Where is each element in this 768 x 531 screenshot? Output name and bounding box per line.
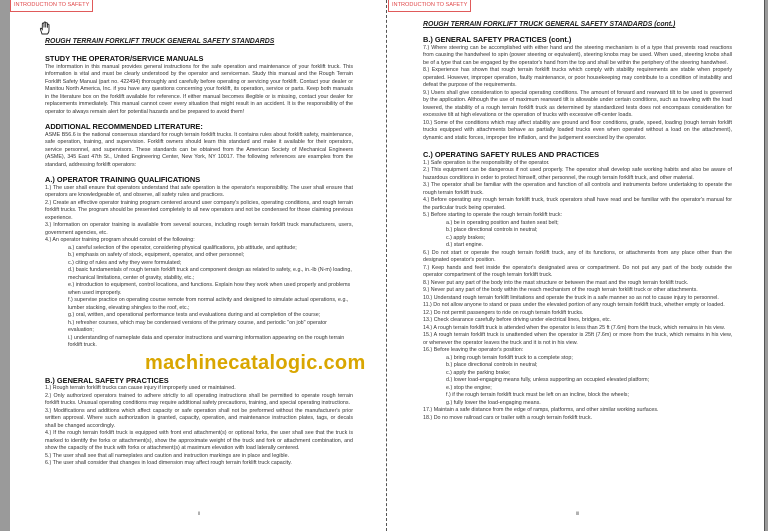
list-item: 13.) Check clearance carefully before driving under electrical lines, bridges, etc.: [423, 317, 612, 323]
list-item: 3.) Modifications and additions which affect capacity or safe operation shall not be preformed without the manufacturer's prior written approval. Where such authorization is granted, capacity, operation, and maintenance instruction plates, tags, or decals shall be changed accordingly.: [45, 407, 353, 429]
list-item: 5.) Before starting to operate the rough terrain forklift truck:: [423, 212, 563, 218]
sub-list-item: a.) careful selection of the operator, considering physical qualifications, job attitude, and aptitude;: [68, 244, 297, 251]
sub-list-item: d.) start engine.: [446, 242, 484, 248]
sub-list-item: c.) apply the parking brake;: [446, 369, 511, 376]
list-item: 1.) Rough terrain forklift trucks can cause injury if improperly used or maintained.: [45, 385, 236, 391]
operator-training-list: [45, 185, 353, 350]
list-item: 7.) Where steering can be accomplished with either hand and the steering mechanism is of a type that prevents road reactions from causing the handwheel to spin (power steering or equivalent), steering knobs may be used. When used, steering knobs shall be of a type that can be engaged by the operator's hand from the top and shall be within the periphery of the steering handwheel.: [423, 44, 732, 66]
right-page: [423, 0, 732, 531]
watermark: machinecatalogic.com: [145, 351, 366, 374]
page-number-left: ii: [197, 511, 201, 517]
list-item: 2.) Create an effective operator training program centered around user company's policies, operating conditions, and rough terrain forklift trucks. The program should be presented completely to all new operators and not be condensed for those claiming previous experience.: [45, 199, 353, 221]
sub-list-item: b.) place directional controls in neutral;: [446, 362, 538, 368]
sub-list-item: c.) citing of rules and why they were formulated;: [68, 259, 182, 266]
list-item: 5.) The user shall see that all nameplates and caution and instruction markings are in place and legible.: [45, 452, 290, 459]
page-title-left: ROUGH TERRAIN FORKLIFT TRUCK GENERAL SAFETY STANDARDS: [45, 38, 275, 45]
heading-general-safety-cont: B.) GENERAL SAFETY PRACTICES (cont.): [423, 35, 572, 44]
section-tag-left[interactable]: INTRODUCTION TO SAFETY: [10, 0, 93, 12]
sub-list-item: b.) place directional controls in neutral;: [446, 227, 538, 233]
list-item: 16.) Before leaving the operator's position:: [423, 347, 524, 353]
heading-operating-rules: C.) OPERATING SAFETY RULES AND PRACTICES: [423, 150, 600, 159]
general-safety-cont-list: [423, 45, 732, 143]
sub-list-item: i.) understanding of nameplate data and operator instructions and warning information appearing on the rough terrain forklift truck.: [68, 334, 345, 348]
list-item: 3.) Information on operator training is available from several sources, including rough terrain forklift truck manufacturers, users, government agencies, etc.: [45, 222, 353, 236]
sub-list-item: a.) be in operating position and fasten seat belt;: [446, 219, 559, 226]
list-item: 11.) Do not allow anyone to stand or pass under the elevated portion of any rough terrain forklift truck, whether empty or loaded.: [423, 302, 725, 308]
list-item: 7.) Keep hands and feet inside the operator's designated area or compartment. Do not put any part of the body outside the operator compartment of the rough terrain forklift truck.: [423, 264, 732, 278]
sub-list-item: c.) apply brakes;: [446, 234, 486, 241]
heading-operator-training: A.) OPERATOR TRAINING QUALIFICATIONS: [45, 175, 201, 184]
left-page: [45, 0, 366, 531]
list-item: 15.) A rough terrain forklift truck is unattended when the operator is 25ft (7.6m) or more from the truck, which remains in his view, or whenever the operator leaves the truck and it is not in his view.: [423, 332, 732, 346]
sub-list-item: h.) refresher courses, which may be condensed versions of the primary course, and periodic "on job" operator evaluation;: [68, 319, 327, 333]
heading-study-manuals: STUDY THE OPERATOR/SERVICE MANUALS: [45, 54, 204, 63]
list-item: 2.) This equipment can be dangerous if not used properly. The operator shall develop safe working habits and also be aware of hazardous conditions in order to protect himself, other personnel, the rough terrain forklift truck, and other material.: [423, 167, 732, 181]
sub-list-item: a.) bring rough terrain forklift truck to a complete stop;: [446, 354, 573, 361]
sub-list-item: d.) lower load-engaging means fully, unless supporting an occupied elevated platform;: [446, 377, 650, 383]
list-item: 18.) Do no move railroad cars or trailer with a rough terrain forklift truck.: [423, 414, 592, 421]
heading-general-safety: B.) GENERAL SAFETY PRACTICES: [45, 375, 169, 385]
list-item: 3.) The operator shall be familiar with the operation and function of all controls and instruments before undertaking to operate the rough terrain forklift truck.: [423, 182, 732, 196]
list-item: 10.) Some of the conditions which may affect stability are ground and floor conditions, grade, speed, loading (rough terrain forklift trucks equipped with attachments behave as partially loaded trucks even when operated without a load on the attachment), dynamic and static forces, improper tire inflation, and the judgement exercised by the operator.: [423, 119, 732, 141]
page-number-right: iii: [575, 511, 580, 517]
list-item: 4.) An operator training program should consist of the following:: [45, 237, 195, 243]
list-item: ASME B56.6 is the national consensus standard for rough terrain forklift trucks. It contains rules about forklift safety, maintenance, safe operation, training, and supervision. Forklift owners should learn this standard and make it available for their operators, service personnel, and supervisors. These standards can be obtained from the American Society of Mechanical Engineers (ASME), 345 East 47th St., United Engineering Center, New York, NY 10017. The following references are examples from the standard, addressing forklift operators:: [45, 131, 353, 168]
sub-list-item: e.) stop the engine;: [446, 384, 492, 391]
list-item: 12.) Do not permit passengers to ride on rough terrain forklift trucks.: [423, 309, 584, 316]
list-item: 8.) Never put any part of the body into the mast structure or between the mast and the rough terrain forklift truck.: [423, 279, 689, 286]
list-item: 9.) Never put any part of the body within the reach mechanism of the rough terrain forklift truck or other attachments.: [423, 287, 698, 293]
sub-list-item: g.) oral, written, and operational performance tests and evaluations during and at completion of the course;: [68, 312, 321, 318]
list-item: 1.) Safe operation is the responsibility of the operator.: [423, 159, 550, 166]
study-manuals-text: [45, 64, 353, 117]
sub-list-item: f.) supervise practice on operating course remote from normal activity and designed to simulate actual operations, e.g., lumber stacking, elevating shingles to the roof, etc.;: [68, 297, 349, 311]
list-item: 1.) The user shall ensure that operators understand that safe operation is the operator's responsibility. The user shall ensure that operators are knowledgeable of, and observe, all safety rules and practices.: [45, 184, 353, 198]
sub-list-item: d.) basic fundamentals of rough terrain forklift truck and component design as related to safety, e.g., in.-lb (N-m) loading, mechanical limitations, center of gravity, stability, etc.;: [68, 267, 352, 281]
page-title-right: ROUGH TERRAIN FORKLIFT TRUCK GENERAL SAFETY STANDARDS (cont.): [423, 21, 676, 28]
viewer-left-gutter: [0, 0, 10, 531]
section-tag-right[interactable]: INTRODUCTION TO SAFETY: [388, 0, 471, 12]
operating-rules-list: [423, 160, 732, 423]
sub-list-item: b.) emphasis on safety of stock, equipment, operator, and other personnel;: [68, 252, 245, 258]
list-item: 9.) Users shall give consideration to special operating conditions. The amount of forward and rearward tilt to be used is governed by the application. Although the use of maximum rearward tilt is allowable under certain conditions, such as traveling with the load lowered, the stability of a rough terrain forklift truck as determined by standardized tests does not encompass consideration for excessive tilt at high elevations or the operation of trucks with excessive off-center loads.: [423, 89, 732, 118]
heading-additional-literature: ADDITIONAL RECOMMENDED LITERATURE:: [45, 122, 203, 131]
literature-text: [45, 132, 353, 170]
list-item: 14.) A rough terrain forklift truck is attended when the operator is less than 25 ft (7.6m) from the truck, which remains in his view.: [423, 324, 726, 331]
list-item: 2.) Only authorized operators trained to adhere strictly to all operating instructions shall be permitted to operate rough terrain forklift trucks. Unusual operating conditions may require additional safety precautions, training, and special operating instructions.: [45, 392, 353, 406]
sub-list-item: e.) introduction to equipment, control locations, and functions. Explain how they work when used properly and problems when used improperly.: [68, 282, 351, 296]
sub-list-item: g.) fully lower the load-engaging means.: [446, 399, 541, 406]
list-item: 10.) Understand rough terrain forklift limitations and operate the truck in a safe manner so as not to cause injury to personnel.: [423, 294, 719, 301]
list-item: 6.) The user shall consider that changes in load dimension may affect rough terrain forklift truck capacity.: [45, 460, 292, 466]
list-item: 8.) Experience has shown that rough terrain forklift trucks which comply with stability requirements are stable when properly operated. However, improper operation, faulty maintenance, or poor housekeeping may contribute to a condition of instability and defeat the purpose of the requirements.: [423, 67, 732, 88]
page-divider: [386, 0, 387, 531]
list-item: The information in this manual provides general instructions for the safe operation and maintenance of your forklift truck. This information is vital and must be clearly understood by the operator and serviceman. Study this manual and the Rough Terrain Forklift Safety Manual (part no. 422494) thoroughly and carefully before operating or servicing your forklift. Contact your dealer or Manitou North America, Inc. if you have any questions concerning your forklift, its operation, service or parts. Keep both manuals in the literature box on the forklift available for reference. If either manual becomes illegible or is missing, contact your dealer for replacements immediately. This manual cannot cover every situation that might result in an accident. It is the responsibility of the operator to always remain alert for potential hazards and be prepared to avoid them!: [45, 63, 353, 115]
list-item: 4.) Before operating any rough terrain forklift truck, truck operators shall have read and be familiar with the operator's manual for the particular truck being operated.: [423, 197, 732, 211]
list-item: 6.) Do not start or operate the rough terrain forklift truck, any of its functions, or attachments from any place other than the designated operator's position.: [423, 249, 732, 263]
list-item: 17.) Maintain a safe distance from the edge of ramps, platforms, and other similar working surfaces.: [423, 407, 659, 413]
general-safety-list: [45, 385, 353, 468]
sub-list-item: f.) if the rough terrain forklift truck must be left on an incline, block the wheels;: [446, 392, 629, 398]
list-item: 4.) If the rough terrain forklift truck is equipped with front end attachment(s) or optional forks, the user shall see that the truck is marked to identify the forks or attachment(s), show the approximate weight of the truck and fork or attachment combination, and show the capacity of the truck with forks or attachment(s) at maximum elevation with load laterally centered.: [45, 430, 353, 451]
